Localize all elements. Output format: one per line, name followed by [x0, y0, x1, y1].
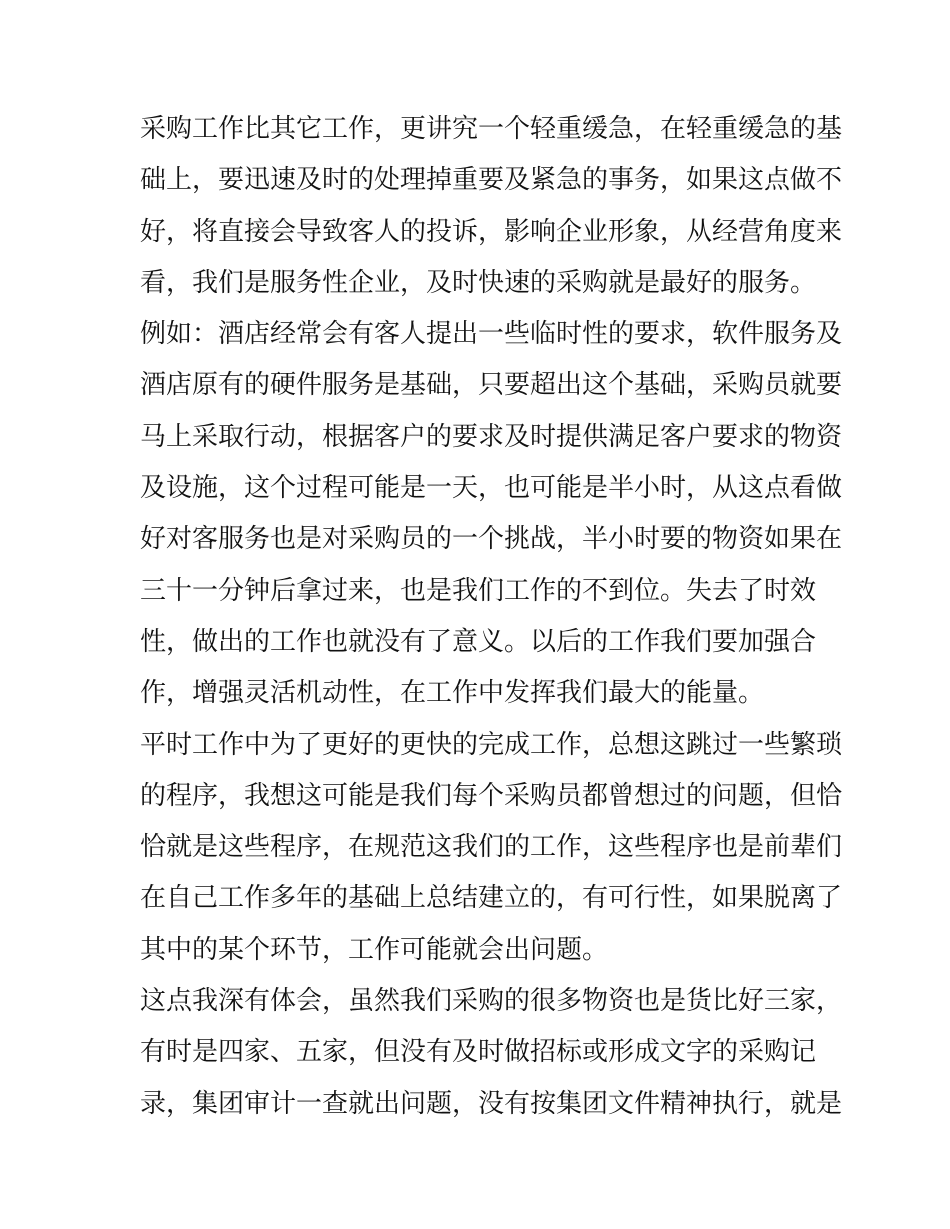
text-line: 三十一分钟后拿过来，也是我们工作的不到位。失去了时效: [140, 575, 817, 606]
text-line: 有时是四家、五家，但没有及时做招标或形成文字的采购记: [140, 1037, 817, 1068]
text-line: 恰就是这些程序，在规范这我们的工作，这些程序也是前辈们: [140, 832, 843, 863]
text-line: 马上采取行动，根据客户的要求及时提供满足客户要求的物资: [140, 421, 843, 452]
text-line: 作，增强灵活机动性，在工作中发挥我们最大的能量。: [140, 678, 765, 709]
text-line: 在自己工作多年的基础上总结建立的，有可行性，如果脱离了: [140, 883, 843, 914]
text-line: 好，将直接会导致客人的投诉，影响企业形象，从经营角度来: [140, 216, 843, 247]
text-line: 录，集团审计一查就出问题，没有按集团文件精神执行，就是: [140, 1088, 843, 1119]
text-line: 及设施，这个过程可能是一天，也可能是半小时，从这点看做: [140, 473, 843, 504]
text-line: 其中的某个环节，工作可能就会出问题。: [140, 934, 609, 965]
text-line: 性，做出的工作也就没有了意义。以后的工作我们要加强合: [140, 626, 817, 657]
text-line: 例如：酒店经常会有客人提出一些临时性的要求，软件服务及: [140, 319, 843, 350]
text-line: 好对客服务也是对采购员的一个挑战，半小时要的物资如果在: [140, 524, 843, 555]
text-line: 础上，要迅速及时的处理掉重要及紧急的事务，如果这点做不: [140, 165, 843, 196]
body-text: [140, 104, 843, 1130]
text-line: 平时工作中为了更好的更快的完成工作，总想这跳过一些繁琐: [140, 729, 843, 760]
text-line: 这点我深有体会，虽然我们采购的很多物资也是货比好三家，: [140, 986, 843, 1017]
text-line: 看，我们是服务性企业，及时快速的采购就是最好的服务。: [140, 267, 817, 298]
text-line: 采购工作比其它工作，更讲究一个轻重缓急，在轻重缓急的基: [140, 114, 843, 144]
text-line: 的程序，我想这可能是我们每个采购员都曾想过的问题，但恰: [140, 780, 843, 811]
text-line: 酒店原有的硬件服务是基础，只要超出这个基础，采购员就要: [140, 370, 843, 401]
